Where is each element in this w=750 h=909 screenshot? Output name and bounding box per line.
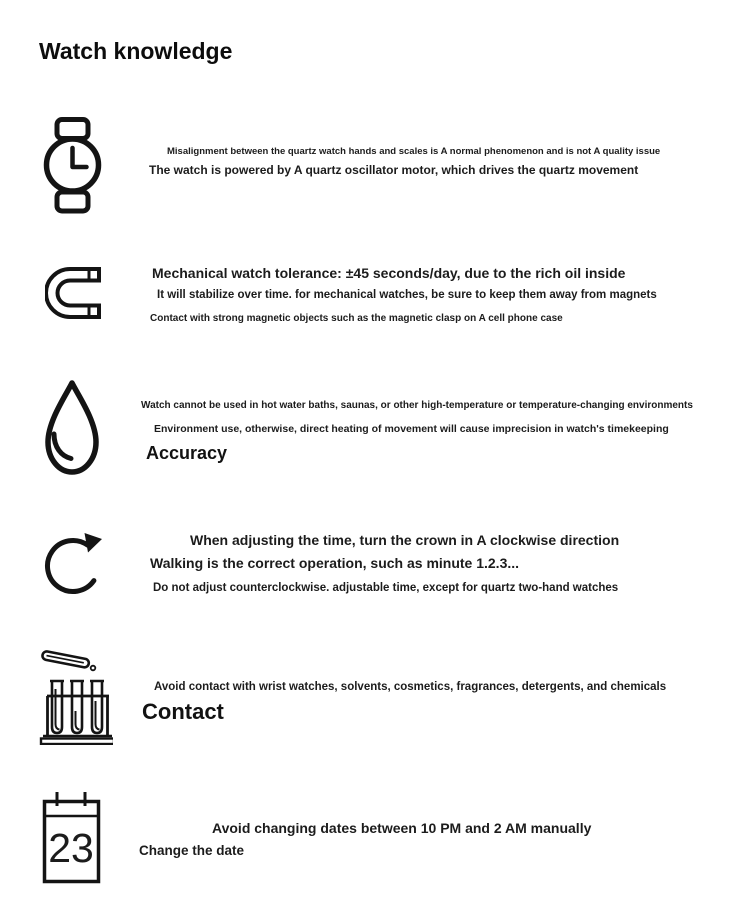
crown-warning-text: Do not adjust counterclockwise. adjustable time, except for quartz two-hand watches	[153, 582, 619, 594]
magnet-contact-text: Contact with strong magnetic objects such as the magnetic clasp on A cell phone case	[150, 313, 563, 324]
temperature-note-text: Watch cannot be used in hot water baths, saunas, or other high-temperature or temperature-changing environments	[141, 400, 693, 411]
water-drop-icon	[42, 379, 102, 479]
accuracy-heading: Accuracy	[146, 443, 228, 463]
test-tubes-icon	[39, 649, 113, 745]
calendar-day-number: 23	[48, 825, 94, 871]
temperature-env-text: Environment use, otherwise, direct heating of movement will cause imprecision in watch's timekeeping	[154, 423, 669, 435]
crown-walking-text: Walking is the correct operation, such as minute 1.2.3...	[150, 555, 520, 571]
chemicals-note-text: Avoid contact with wrist watches, solvents, cosmetics, fragrances, detergents, and chemicals	[154, 681, 667, 693]
calendar-icon	[41, 792, 101, 884]
magnet-tolerance-text: Mechanical watch tolerance: ±45 seconds/day, due to the rich oil inside	[152, 265, 626, 281]
quartz-note-text: Misalignment between the quartz watch hands and scales is A normal phenomenon and is not A quality issue	[167, 146, 661, 157]
quartz-main-text: The watch is powered by A quartz oscillator motor, which drives the quartz movement	[149, 163, 639, 177]
contact-heading: Contact	[142, 699, 224, 724]
magnet-stabilize-text: It will stabilize over time. for mechanical watches, be sure to keep them away from magnets	[157, 289, 657, 301]
page-title: Watch knowledge	[39, 38, 233, 64]
clockwise-arrow-icon	[44, 526, 106, 604]
date-change-text: Change the date	[139, 843, 245, 858]
date-avoid-text: Avoid changing dates between 10 PM and 2 AM manually	[212, 820, 592, 836]
watch-icon	[43, 117, 103, 214]
crown-clockwise-text: When adjusting the time, turn the crown in A clockwise direction	[190, 532, 620, 548]
magnet-icon	[45, 266, 101, 320]
